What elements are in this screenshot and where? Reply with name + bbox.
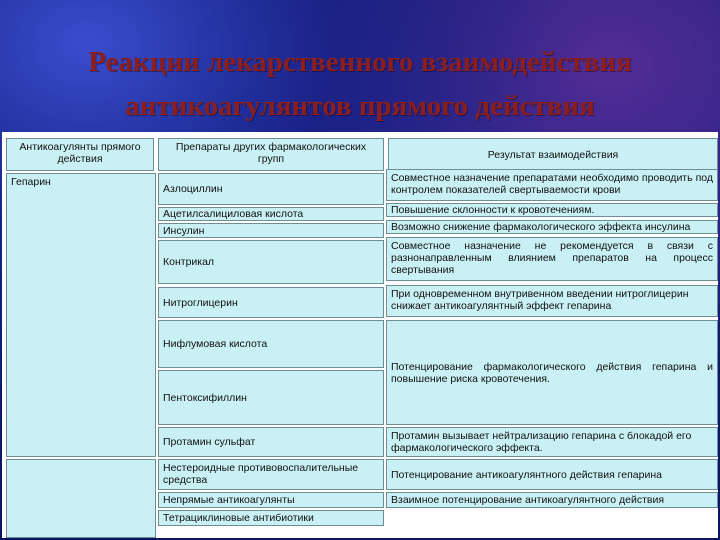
result-aspirin: Повышение склонности к кровотечениям. xyxy=(386,203,718,217)
other-drug-pentoxifylline: Пентоксифиллин xyxy=(158,370,384,425)
result-contrical: Совместное назначение не рекомендуется в связи с разнонаправленным влиянием препаратов на процесс свертывания xyxy=(386,237,718,281)
slide-title-line-1: Реакции лекарственного взаимодействия xyxy=(88,46,632,78)
other-drug-contrical: Контрикал xyxy=(158,240,384,284)
result-niflumic-pentoxifylline: Потенцирование фармакологического действия гепарина и повышение риска кровотечения. xyxy=(386,320,718,425)
slide-title-line-2: антикоагулянтов прямого действия xyxy=(125,90,595,122)
result-azlocillin: Совместное назначение препаратами необходимо проводить под контролем показателей свертываемости крови xyxy=(386,169,718,201)
result-protamine-sulfate: Протамин вызывает нейтрализацию гепарина с блокадой его фармакологического эффекта. xyxy=(386,427,718,457)
other-drug-nitroglycerin: Нитроглицерин xyxy=(158,287,384,318)
other-drug-niflumic-acid: Нифлумовая кислота xyxy=(158,320,384,368)
other-drug-insulin: Инсулин xyxy=(158,223,384,238)
interaction-table xyxy=(2,132,718,538)
header-anticoagulants: Антикоагулянты прямого действия xyxy=(6,138,154,171)
header-result: Результат взаимодействия xyxy=(388,138,718,171)
other-drug-aspirin: Ацетилсалициловая кислота xyxy=(158,207,384,221)
result-indirect-anticoagulants: Взаимное потенцирование антикоагулянтного действия xyxy=(386,492,718,508)
result-insulin: Возможно снижение фармакологического эффекта инсулина xyxy=(386,220,718,234)
other-drug-protamine-sulfate: Протамин сульфат xyxy=(158,427,384,457)
result-nitroglycerin: При одновременном внутривенном введении нитроглицерин снижает антикоагулянтный эффект гепарина xyxy=(386,285,718,317)
drug-cell-heparin: Гепарин xyxy=(6,173,156,457)
header-other-drugs: Препараты других фармакологических групп xyxy=(158,138,384,171)
other-drug-indirect-anticoagulants: Непрямые антикоагулянты xyxy=(158,492,384,508)
result-nsaid: Потенцирование антикоагулянтного действия гепарина xyxy=(386,459,718,490)
other-drug-nsaid: Нестероидные противовоспалительные средства xyxy=(158,459,384,490)
drug-cell-empty xyxy=(6,459,156,538)
slide-title xyxy=(0,40,720,128)
other-drug-azlocillin: Азлоциллин xyxy=(158,173,384,205)
other-drug-tetracyclines: Тетрациклиновые антибиотики xyxy=(158,510,384,526)
